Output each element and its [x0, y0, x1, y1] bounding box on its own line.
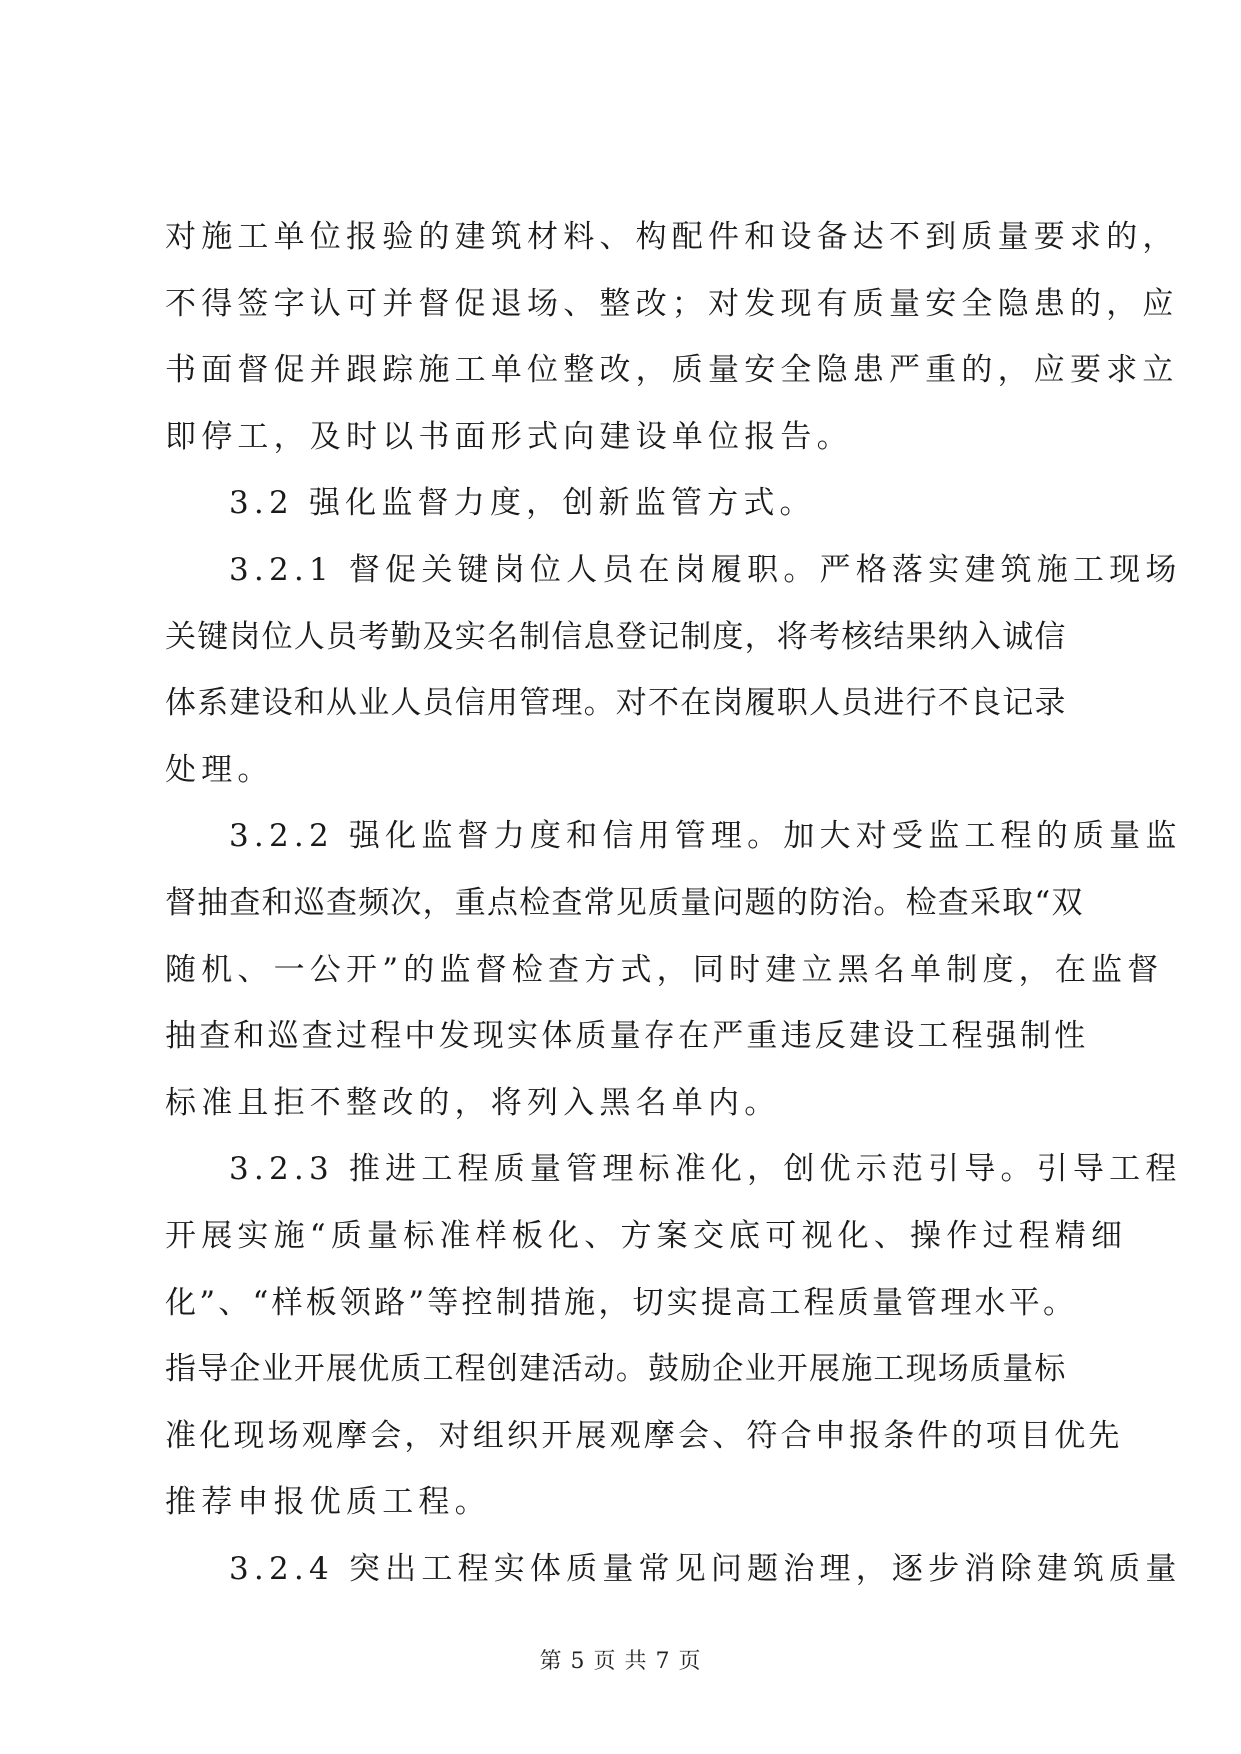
text-line: 体系建设和从业人员信用管理。对不在岗履职人员进行不良记录	[165, 685, 1067, 722]
text-line: 抽查和巡查过程中发现实体质量存在严重违反建设工程强制性	[165, 1018, 1089, 1055]
text-line: 开展实施“质量标准样板化、方案交底可视化、操作过程精细	[165, 1217, 1128, 1254]
text-line: 推荐申报优质工程。	[165, 1484, 491, 1521]
text-line: 标准且拒不整改的，将列入黑名单内。	[165, 1084, 781, 1121]
text-line: 处理。	[165, 751, 274, 788]
text-line: 督抽查和巡查频次，重点检查常见质量问题的防治。检查采取“双	[165, 884, 1084, 921]
text-line: 关键岗位人员考勤及实名制信息登记制度，将考核结果纳入诚信	[165, 618, 1067, 655]
text-line: 书面督促并跟踪施工单位整改，质量安全隐患严重的，应要求立	[165, 352, 1179, 389]
text-line: 3.2.2 强化监督力度和信用管理。加大对受监工程的质量监	[229, 818, 1182, 855]
text-line: 不得签字认可并督促退场、整改；对发现有质量安全隐患的，应	[165, 285, 1179, 322]
text-line: 即停工，及时以书面形式向建设单位报告。	[165, 418, 853, 455]
text-line: 随机、一公开”的监督检查方式，同时建立黑名单制度，在监督	[165, 951, 1164, 988]
text-line: 3.2.1 督促关键岗位人员在岗履职。严格落实建筑施工现场	[229, 551, 1182, 588]
page-number: 第 5 页 共 7 页	[539, 1649, 702, 1674]
text-line: 指导企业开展优质工程创建活动。鼓励企业开展施工现场质量标	[165, 1351, 1067, 1388]
text-line: 3.2.4 突出工程实体质量常见问题治理，逐步消除建筑质量	[229, 1550, 1182, 1587]
section-heading-3-2: 3.2 强化监督力度，创新监管方式。	[229, 485, 816, 522]
document-body	[165, 204, 1182, 1602]
text-line: 3.2.3 推进工程质量管理标准化，创优示范引导。引导工程	[229, 1151, 1182, 1188]
text-line: 对施工单位报验的建筑材料、构配件和设备达不到质量要求的，	[165, 219, 1179, 255]
text-line: 化”、“样板领路”等控制措施，切实提高工程质量管理水平。	[165, 1284, 1078, 1321]
text-line: 准化现场观摩会，对组织开展观摩会、符合申报条件的项目优先	[165, 1417, 1123, 1454]
